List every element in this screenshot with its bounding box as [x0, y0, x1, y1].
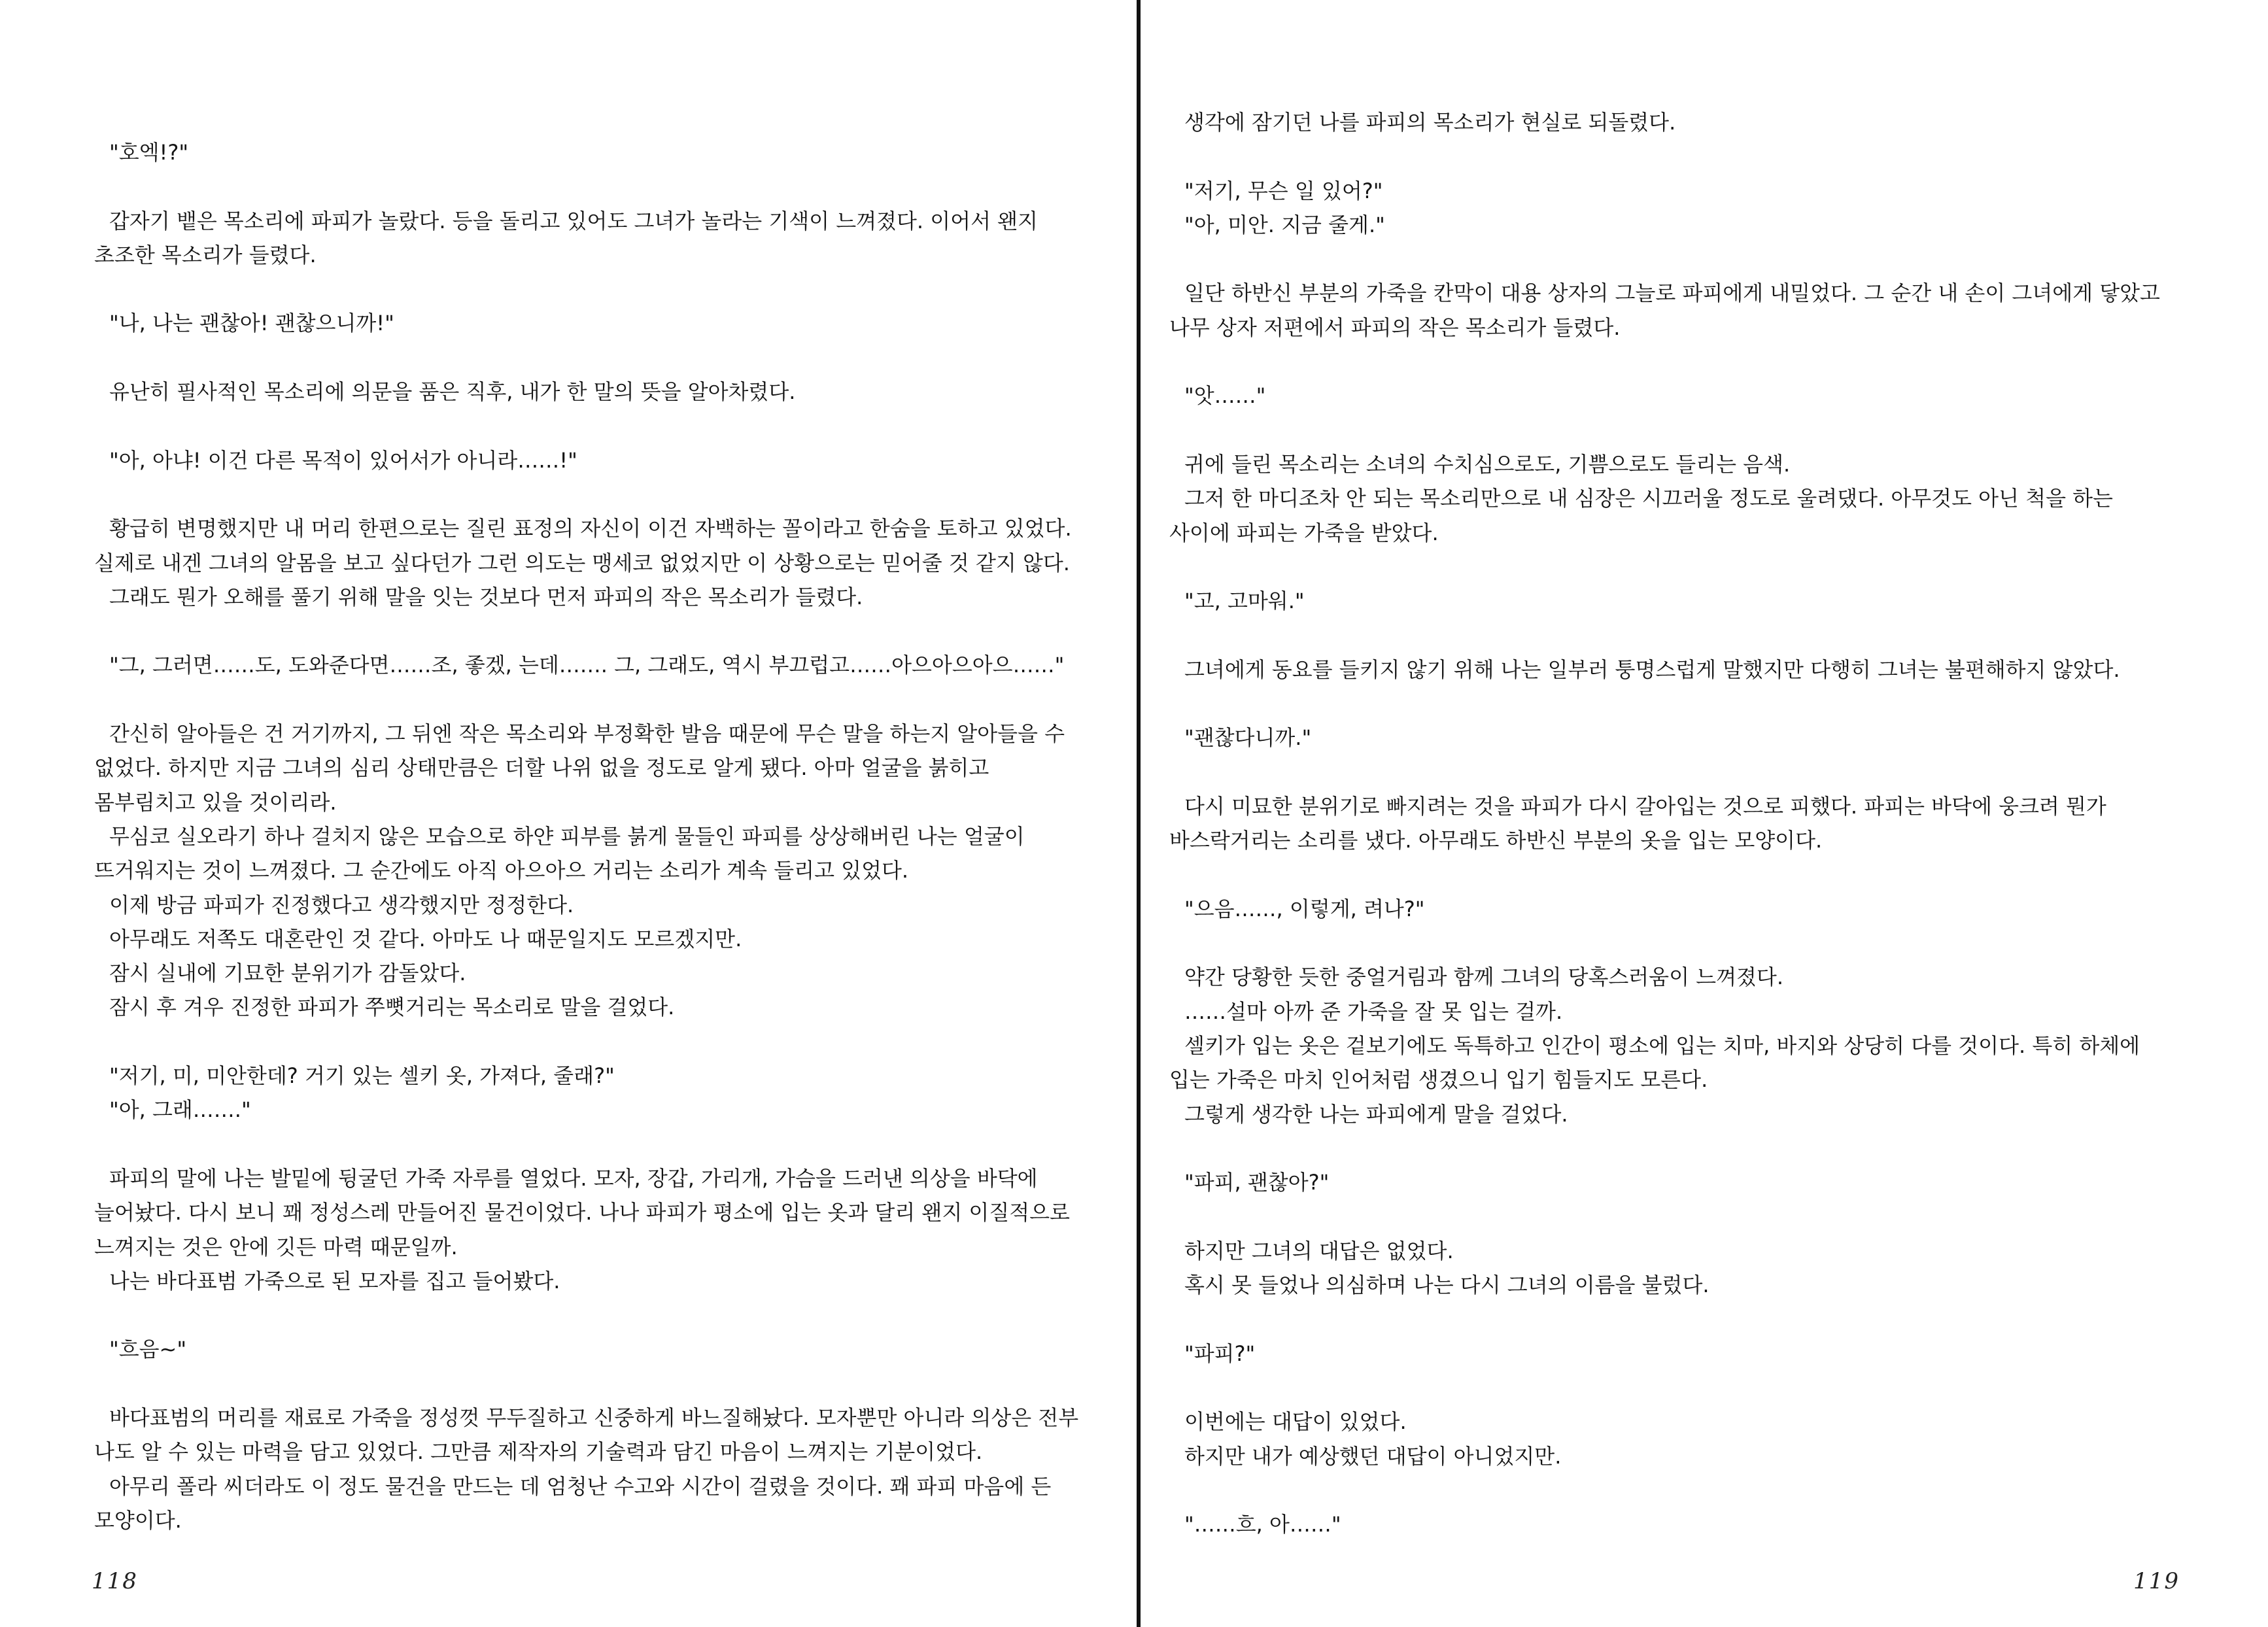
paragraph [94, 204, 1121, 273]
paragraph [94, 443, 1121, 477]
paragraph [1169, 1405, 2203, 1439]
text-line: "흐음~" [109, 1337, 187, 1362]
paragraph-gap [94, 683, 1121, 717]
text-line: "호엑!?" [109, 140, 189, 165]
text-line: 이제 방금 파피가 진정했다고 생각했지만 정정한다. [109, 892, 574, 917]
paragraph-gap [94, 614, 1121, 648]
paragraph [1169, 789, 2203, 858]
text-column [1169, 105, 2203, 1541]
paragraph-gap [1169, 687, 2203, 721]
text-line: "……흐, 아……" [1184, 1512, 1341, 1537]
text-line: "파피?" [1184, 1341, 1256, 1366]
paragraph [94, 648, 1121, 682]
text-line: 하지만 내가 예상했던 대답이 아니었지만. [1184, 1443, 1562, 1469]
paragraph-gap [1169, 139, 2203, 173]
paragraph-gap [94, 341, 1121, 375]
text-line: 유난히 필사적인 목소리에 의문을 품은 직후, 내가 한 말의 뜻을 알아차렸다. [109, 379, 796, 405]
text-line: 그녀에게 동요를 들키지 않기 위해 나는 일부러 퉁명스럽게 말했지만 다행히 그녀는 불편해하지 않았다. [1184, 657, 2120, 682]
right-page [1141, 0, 2268, 1627]
paragraph [94, 922, 1121, 956]
text-line: "아, 미안. 지금 줄게." [1184, 212, 1385, 237]
paragraph [94, 1469, 1121, 1538]
paragraph [94, 1059, 1121, 1093]
paragraph-gap [1169, 1473, 2203, 1507]
text-line: 하지만 그녀의 대답은 없었다. [1184, 1238, 1454, 1263]
paragraph-gap [94, 409, 1121, 443]
text-line: 잠시 실내에 기묘한 분위기가 감돌았다. [109, 961, 466, 986]
paragraph-gap [94, 169, 1121, 203]
paragraph [94, 306, 1121, 340]
paragraph-gap [1169, 755, 2203, 789]
paragraph [1169, 1029, 2203, 1097]
paragraph [94, 956, 1121, 990]
text-line: 황급히 변명했지만 내 머리 한편으로는 질린 표정의 자신이 이건 자백하는 꼴이라고 한숨을 토하고 있었다. [109, 516, 1072, 541]
paragraph [1169, 1507, 2203, 1541]
paragraph-gap [1169, 1371, 2203, 1405]
text-line: 모양이다. [94, 1507, 182, 1533]
paragraph [94, 1401, 1121, 1469]
paragraph [1169, 1337, 2203, 1371]
paragraph-gap [1169, 926, 2203, 960]
text-line: "고, 고마워." [1184, 589, 1305, 614]
text-line: 나는 바다표범 가죽으로 된 모자를 집고 들어봤다. [109, 1268, 560, 1293]
text-line: 약간 당황한 듯한 중얼거림과 함께 그녀의 당혹스러움이 느껴졌다. [1184, 965, 1784, 990]
text-line: "아, 아냐! 이건 다른 목적이 있어서가 아니라……!" [109, 447, 577, 473]
text-line: 잠시 후 겨우 진정한 파피가 쭈뼛거리는 목소리로 말을 걸었다. [109, 995, 675, 1020]
paragraph-gap [94, 272, 1121, 306]
text-line: 나무 상자 저편에서 파피의 작은 목소리가 들렸다. [1169, 315, 1621, 340]
text-line: 뜨거워지는 것이 느껴졌다. 그 순간에도 아직 아으아으 거리는 소리가 계속 들리고 있었다. [94, 858, 909, 883]
paragraph [94, 1093, 1121, 1127]
paragraph [1169, 208, 2203, 242]
text-line: 파피의 말에 나는 발밑에 뒹굴던 가죽 자루를 열었다. 모자, 장갑, 가리개, 가슴을 드러낸 의상을 바닥에 [109, 1165, 1038, 1191]
paragraph [94, 580, 1121, 614]
text-line: "그, 그러면……도, 도와준다면……조, 좋겠, 는데……. 그, 그래도, 역시 부끄럽고……아으아으아으……" [109, 653, 1065, 678]
text-line: 간신히 알아들은 건 거기까지, 그 뒤엔 작은 목소리와 부정확한 발음 때문에 무슨 말을 하는지 알아들을 수 [109, 721, 1065, 747]
text-line: 혹시 못 들었나 의심하며 나는 다시 그녀의 이름을 불렀다. [1184, 1273, 1710, 1298]
text-line: "괜찮다니까." [1184, 725, 1312, 751]
text-line: 귀에 들린 목소리는 소녀의 수치심으로도, 기쁨으로도 들리는 음색. [1184, 451, 1791, 477]
text-column [94, 135, 1121, 1537]
paragraph [1169, 1234, 2203, 1268]
text-line: "저기, 무슨 일 있어?" [1184, 178, 1383, 203]
text-line: 나도 알 수 있는 마력을 담고 있었다. 그만큼 제작자의 기술력과 담긴 마음이 느껴지는 기분이었다. [94, 1439, 983, 1465]
text-line: 셀키가 입는 옷은 겉보기에도 독특하고 인간이 평소에 입는 치마, 바지와 상당히 다를 것이다. 특히 하체에 [1184, 1033, 2140, 1059]
paragraph [94, 717, 1121, 819]
paragraph [1169, 995, 2203, 1029]
text-line: 생각에 잠기던 나를 파피의 목소리가 현실로 되돌렸다. [1184, 110, 1676, 135]
paragraph [94, 888, 1121, 922]
text-line: 아무래도 저쪽도 대혼란인 것 같다. 아마도 나 때문일지도 모르겠지만. [109, 926, 742, 951]
text-line: 입는 가죽은 마치 인어처럼 생겼으니 입기 힘들지도 모른다. [1169, 1067, 1708, 1093]
paragraph-gap [94, 1127, 1121, 1161]
paragraph [94, 819, 1121, 888]
text-line: "으음……, 이렇게, 려나?" [1184, 896, 1425, 921]
text-line: 그렇게 생각한 나는 파피에게 말을 걸었다. [1184, 1101, 1568, 1127]
text-line: "아, 그래……." [109, 1097, 251, 1123]
text-line: 늘어놨다. 다시 보니 꽤 정성스레 만들어진 물건이었다. 나나 파피가 평소에 입는 옷과 달리 왠지 이질적으로 [94, 1200, 1070, 1225]
paragraph [1169, 584, 2203, 618]
paragraph-gap [94, 1298, 1121, 1332]
paragraph [94, 135, 1121, 169]
paragraph [94, 511, 1121, 580]
paragraph-gap [1169, 413, 2203, 447]
text-line: "저기, 미, 미안한데? 거기 있는 셀키 옷, 가져다, 줄래?" [109, 1063, 615, 1089]
paragraph-gap [94, 1367, 1121, 1401]
paragraph-gap [94, 1025, 1121, 1059]
text-line: 그래도 뭔가 오해를 풀기 위해 말을 잇는 것보다 먼저 파피의 작은 목소리가 들렸다. [109, 584, 863, 609]
paragraph [1169, 174, 2203, 208]
paragraph [1169, 653, 2203, 687]
text-line: 일단 하반신 부분의 가죽을 칸막이 대용 상자의 그늘로 파피에게 내밀었다. 그 순간 내 손이 그녀에게 닿았고 [1184, 281, 2160, 306]
paragraph-gap [94, 477, 1121, 511]
paragraph [1169, 1165, 2203, 1199]
paragraph [1169, 379, 2203, 413]
paragraph [94, 1332, 1121, 1366]
paragraph [1169, 721, 2203, 755]
paragraph [94, 1264, 1121, 1298]
page-number: 118 [92, 1568, 138, 1594]
paragraph-gap [1169, 345, 2203, 379]
text-line: ……설마 아까 준 가죽을 잘 못 입는 걸까. [1184, 999, 1563, 1024]
paragraph [1169, 1097, 2203, 1131]
text-line: 갑자기 뱉은 목소리에 파피가 놀랐다. 등을 돌리고 있어도 그녀가 놀라는 기색이 느껴졌다. 이어서 왠지 [109, 208, 1038, 233]
paragraph-gap [1169, 1302, 2203, 1336]
text-line: 몸부림치고 있을 것이리라. [94, 789, 337, 815]
paragraph-gap [1169, 1131, 2203, 1165]
paragraph [1169, 481, 2203, 550]
paragraph [1169, 276, 2203, 345]
text-line: 아무리 폴라 씨더라도 이 정도 물건을 만드는 데 엄청난 수고와 시간이 걸렸을 것이다. 꽤 파피 마음에 든 [109, 1473, 1052, 1499]
text-line: "나, 나는 괜찮아! 괜찮으니까!" [109, 311, 394, 336]
paragraph-gap [1169, 550, 2203, 584]
paragraph [1169, 447, 2203, 481]
text-line: 느껴지는 것은 안에 깃든 마력 때문일까. [94, 1234, 458, 1259]
paragraph [1169, 1268, 2203, 1302]
paragraph [1169, 960, 2203, 994]
text-line: 그저 한 마디조차 안 되는 목소리만으로 내 심장은 시끄러울 정도로 울려댔다. 아무것도 아닌 척을 하는 [1184, 486, 2113, 511]
text-line: 없었다. 하지만 지금 그녀의 심리 상태만큼은 더할 나위 없을 정도로 알게 됐다. 아마 얼굴을 붉히고 [94, 755, 989, 781]
text-line: 실제로 내겐 그녀의 알몸을 보고 싶다던가 그런 의도는 맹세코 없었지만 이 상황으로는 믿어줄 것 같지 않다. [94, 550, 1070, 575]
text-line: 바스락거리는 소리를 냈다. 아무래도 하반신 부분의 옷을 입는 모양이다. [1169, 828, 1823, 853]
paragraph-gap [1169, 858, 2203, 892]
paragraph [1169, 1439, 2203, 1473]
text-line: 바다표범의 머리를 재료로 가죽을 정성껏 무두질하고 신중하게 바느질해놨다. 모자뿐만 아니라 의상은 전부 [109, 1405, 1079, 1430]
text-line: 이번에는 대답이 있었다. [1184, 1409, 1407, 1435]
text-line: 무심코 실오라기 하나 걸치지 않은 모습으로 하얀 피부를 붉게 물들인 파피를 상상해버린 나는 얼굴이 [109, 823, 1025, 849]
text-line: "앗……" [1184, 383, 1266, 409]
text-line: 다시 미묘한 분위기로 빠지려는 것을 파피가 다시 갈아입는 것으로 피했다. 파피는 바닥에 웅크려 뭔가 [1184, 793, 2106, 819]
paragraph-gap [1169, 242, 2203, 276]
text-line: 초조한 목소리가 들렸다. [94, 242, 317, 267]
paragraph [1169, 105, 2203, 139]
paragraph-gap [1169, 618, 2203, 652]
paragraph-gap [1169, 1200, 2203, 1234]
paragraph [94, 1161, 1121, 1264]
text-line: 사이에 파피는 가죽을 받았다. [1169, 520, 1439, 545]
paragraph [94, 990, 1121, 1024]
text-line: "파피, 괜찮아?" [1184, 1170, 1330, 1195]
page-number: 119 [2133, 1568, 2180, 1594]
paragraph [1169, 892, 2203, 926]
paragraph [94, 375, 1121, 409]
